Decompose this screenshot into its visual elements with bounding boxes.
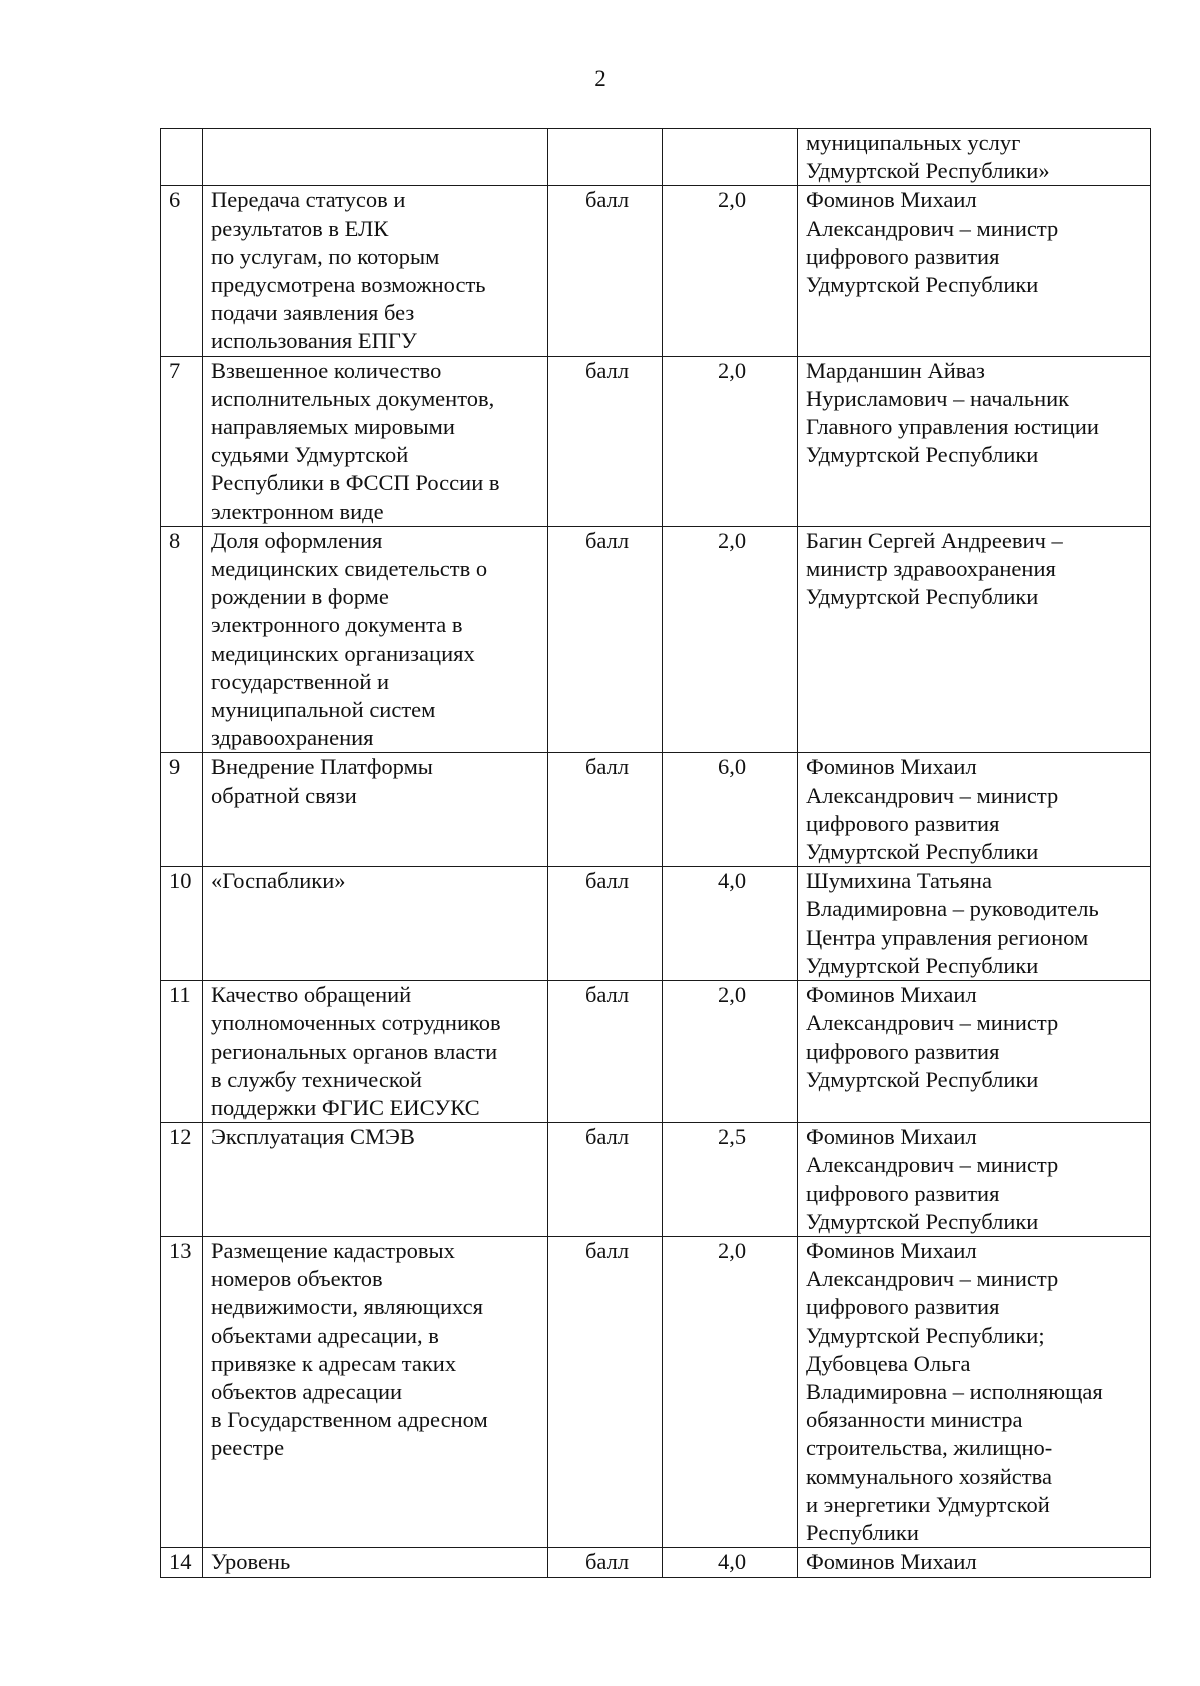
value-cell: 2,0 [663,186,798,356]
indicator-name: Доля оформления медицинских свидетельств о рождении в форме электронного документа в медицинских организациях государственной и муниципальной систем здравоохранения [203,526,548,753]
value-cell: 2,0 [663,356,798,526]
row-number: 10 [161,867,203,981]
row-number: 8 [161,526,203,753]
unit-cell [548,129,663,186]
indicator-name [203,129,548,186]
indicator-name: Размещение кадастровых номеров объектов недвижимости, являющихся объектами адресации, в привязке к адресам таких объектов адресации в Государственном адресном реестре [203,1236,548,1547]
value-cell: 2,0 [663,526,798,753]
value-cell: 4,0 [663,1548,798,1578]
table-row [161,867,1151,981]
indicator-name: «Госпаблики» [203,867,548,981]
value-cell: 6,0 [663,753,798,867]
row-number: 9 [161,753,203,867]
responsible-person: Фоминов Михаил [798,1548,1151,1578]
value-cell: 2,0 [663,981,798,1123]
indicator-name: Передача статусов и результатов в ЕЛК по услугам, по которым предусмотрена возможность подачи заявления без использования ЕПГУ [203,186,548,356]
unit-cell: балл [548,186,663,356]
table-row [161,129,1151,186]
row-number: 11 [161,981,203,1123]
unit-cell: балл [548,753,663,867]
responsible-person: Марданшин Айваз Нурисламович – начальник Главного управления юстиции Удмуртской Республики [798,356,1151,526]
responsible-person: Фоминов Михаил Александрович – министр цифрового развития Удмуртской Республики; Дубовцева Ольга Владимировна – исполняющая обязанности министра строительства, жилищно- коммунального хозяйства и энергетики Удмуртской Республики [798,1236,1151,1547]
row-number: 14 [161,1548,203,1578]
value-cell [663,129,798,186]
value-cell: 4,0 [663,867,798,981]
table-row [161,356,1151,526]
indicator-name: Качество обращений уполномоченных сотрудников региональных органов власти в службу технической поддержки ФГИС ЕИСУКС [203,981,548,1123]
table-row [161,186,1151,356]
indicator-name: Уровень [203,1548,548,1578]
responsible-person: Фоминов Михаил Александрович – министр цифрового развития Удмуртской Республики [798,981,1151,1123]
unit-cell: балл [548,526,663,753]
row-number: 6 [161,186,203,356]
indicator-name: Взвешенное количество исполнительных документов, направляемых мировыми судьями Удмуртской Республики в ФССП России в электронном виде [203,356,548,526]
responsible-person: Фоминов Михаил Александрович – министр цифрового развития Удмуртской Республики [798,1123,1151,1237]
unit-cell: балл [548,1548,663,1578]
indicators-table [160,128,1151,1578]
row-number: 12 [161,1123,203,1237]
table-row [161,526,1151,753]
row-number: 13 [161,1236,203,1547]
table-row [161,1123,1151,1237]
indicator-name: Внедрение Платформы обратной связи [203,753,548,867]
page-number: 2 [594,66,606,91]
unit-cell: балл [548,356,663,526]
responsible-person: Шумихина Татьяна Владимировна – руководитель Центра управления регионом Удмуртской Республики [798,867,1151,981]
table-row [161,981,1151,1123]
table-row [161,1548,1151,1578]
table-row [161,753,1151,867]
unit-cell: балл [548,1123,663,1237]
unit-cell: балл [548,981,663,1123]
value-cell: 2,0 [663,1236,798,1547]
row-number [161,129,203,186]
responsible-person: Багин Сергей Андреевич – министр здравоохранения Удмуртской Республики [798,526,1151,753]
unit-cell: балл [548,867,663,981]
responsible-person: Фоминов Михаил Александрович – министр цифрового развития Удмуртской Республики [798,186,1151,356]
value-cell: 2,5 [663,1123,798,1237]
unit-cell: балл [548,1236,663,1547]
row-number: 7 [161,356,203,526]
responsible-person: Фоминов Михаил Александрович – министр цифрового развития Удмуртской Республики [798,753,1151,867]
indicator-name: Эксплуатация СМЭВ [203,1123,548,1237]
table-row [161,1236,1151,1547]
responsible-person: муниципальных услуг Удмуртской Республики» [798,129,1151,186]
